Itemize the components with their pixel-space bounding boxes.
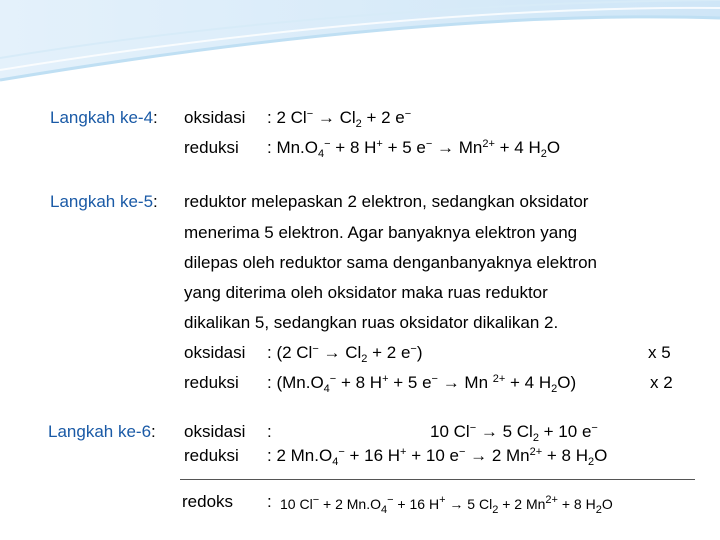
redox-colon: : [267, 492, 272, 511]
redox-overall-equation: 10 Cl− + 2 $Mn.O_4^- + 16$ H+ → 5 $Cl_2 + 2$ $Mn^{2+} + 8$ $H_2O$ [280, 494, 613, 516]
step5-colon: : [153, 192, 158, 211]
step4-label: Langkah ke-4 [50, 108, 154, 127]
redox-word: redoks [182, 492, 234, 511]
step6-oxidation-word: oksidasi [184, 422, 246, 441]
step5-text-line-3: dilepas oleh reduktor sama denganbanyaknya elektron [184, 253, 597, 272]
step5-label: Langkah ke-5 [50, 192, 154, 211]
step6-reduction-word: reduksi [184, 446, 239, 465]
step5-oxidation-multiplier: x 5 [648, 343, 671, 362]
step4-reduction-equation: : $Mn.O_4^- + 8$ H+ + 5 $e^- \to Mn^{2+} + 4$ $H_2O$ [267, 138, 561, 160]
step5-text-line-1: reduktor melepaskan 2 elektron, sedangkan oksidator [184, 192, 589, 211]
step6-row [48, 422, 156, 442]
step5-text-line-5: dikalikan 5, sedangkan ruas oksidator dikalikan 2. [184, 313, 559, 332]
step5-text-line-2: menerima 5 elektron. Agar banyaknya elektron yang [184, 223, 578, 242]
step6-label: Langkah ke-6 [48, 422, 152, 441]
step6-oxidation-equation: 10 Cl− → 5 $Cl_2 + 10$ e− [430, 422, 598, 444]
decorative-banner [0, 0, 720, 90]
step6-colon: : [151, 422, 156, 441]
step5-oxidation-word: oksidasi [184, 343, 246, 362]
step4-row [50, 108, 158, 128]
step4-oxidation-word: oksidasi [184, 108, 246, 127]
sum-divider-line [180, 479, 695, 480]
step4-reduction-word: reduksi [184, 138, 239, 157]
step5-row [50, 192, 158, 212]
step6-oxidation-colon: : [267, 422, 272, 441]
step6-reduction-equation: : 2 $Mn.O_4^- + 16$ H+ + 10 e− → 2 $Mn^{2+} + 8$ $H_2O$ [267, 446, 608, 468]
step4-oxidation-equation: : 2 $Cl^- \to Cl_2 + 2$ e− [267, 108, 412, 130]
step4-colon: : [153, 108, 158, 127]
step5-text-line-4: yang diterima oleh oksidator maka ruas reduktor [184, 283, 548, 302]
step5-reduction-equation: : ($Mn.O_4^- + 8$ H+ + 5 e− → Mn $^{2+}$ + 4 $H_2O$) [267, 373, 577, 395]
step5-reduction-multiplier: x 2 [650, 373, 673, 392]
step5-oxidation-equation: : (2 $Cl^- \to Cl_2 + 2$ e−) [267, 343, 423, 365]
step5-reduction-word: reduksi [184, 373, 239, 392]
